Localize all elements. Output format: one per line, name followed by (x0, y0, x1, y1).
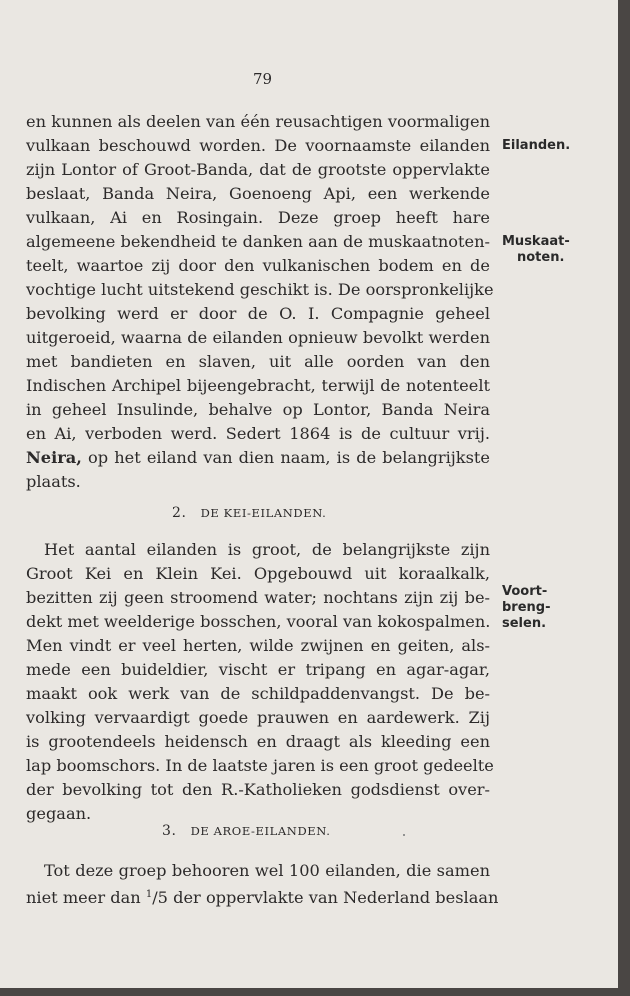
line-part: niet meer dan (26, 888, 146, 907)
text-line: teelt, waartoe zij door den vulkanischen bodem en de (26, 256, 490, 275)
text-line: algemeene bekendheid te danken aan de muskaatnoten- (26, 232, 490, 251)
margin-note-eilanden (502, 138, 570, 154)
heading-title: DE KEI-EILANDEN. (200, 506, 327, 520)
text-line: en Ai, verboden werd. Sedert 1864 is de cultuur vrij. (26, 424, 490, 443)
heading-title: DE AROE-EILANDEN. (190, 824, 331, 838)
text-line: volking vervaardigt goede prauwen en aardewerk. Zij (26, 708, 490, 727)
text-line: vulkaan, Ai en Rosingain. Deze groep heeft hare (26, 208, 490, 227)
text-line: plaats. (26, 472, 81, 491)
text-line: lap boomschors. In de laatste jaren is een groot gedeelte (26, 756, 494, 775)
text-line: in geheel Insulinde, behalve op Lontor, Banda Neira (26, 400, 490, 419)
section-heading-aroe (162, 823, 330, 839)
text-line-fraction (26, 885, 499, 908)
margin-note-text: Voort- (502, 584, 548, 599)
margin-note-text: selen. (502, 616, 547, 631)
text-line-neira (26, 448, 490, 468)
text-line: Het aantal eilanden is groot, de belangrijkste zijn (44, 540, 490, 559)
text-line: bezitten zij geen stroomend water; nochtans zijn zij be- (26, 588, 490, 607)
line-part: der oppervlakte van Nederland beslaan (167, 888, 499, 907)
margin-note-text: noten. (517, 250, 565, 265)
text-line: is grootendeels heidensch en draagt als kleeding een (26, 732, 490, 751)
text-line: vochtige lucht uitstekend geschikt is. De oorspronkelijke (26, 280, 494, 299)
text-line: beslaat, Banda Neira, Goenoeng Api, een werkende (26, 184, 490, 203)
text-line: bevolking werd er door de O. I. Compagnie geheel (26, 304, 490, 323)
text-line: gegaan. (26, 804, 92, 823)
text-line: Men vindt er veel herten, wilde zwijnen en geiten, als- (26, 636, 490, 655)
text-line: der bevolking tot den R.-Katholieken godsdienst over- (26, 780, 490, 799)
text-line: mede een buideldier, vischt er tripang en agar-agar, (26, 660, 490, 679)
print-speck (403, 834, 405, 836)
heading-number: 2. (172, 505, 187, 521)
text-line: vulkaan beschouwd worden. De voornaamste eilanden (26, 136, 490, 155)
fraction-slash: / (152, 888, 158, 907)
heading-number: 3. (162, 823, 177, 839)
neira-rest: op het eiland van dien naam, is de belangrijkste (81, 448, 490, 467)
text-line: Tot deze groep behooren wel 100 eilanden, die samen (44, 861, 490, 880)
margin-note-text: breng- (502, 600, 551, 615)
text-line: met bandieten en slaven, uit alle oorden van den (26, 352, 490, 371)
text-line: Indischen Archipel bijeengebracht, terwijl de notenteelt (26, 376, 490, 395)
text-line: dekt met weelderige bosschen, vooral van kokospalmen. (26, 612, 491, 631)
neira-bold: Neira, (26, 448, 82, 467)
text-line: uitgeroeid, waarna de eilanden opnieuw bevolkt werden (26, 328, 490, 347)
text-line: Groot Kei en Klein Kei. Opgebouwd uit koraalkalk, (26, 564, 490, 583)
page-number: 79 (253, 70, 273, 88)
fraction-numerator: 1 (145, 889, 153, 900)
fraction-denominator: 5 (157, 888, 168, 907)
text-line: en kunnen als deelen van één reusachtigen voormaligen (26, 112, 490, 131)
margin-note-text: Muskaat- (502, 234, 570, 249)
text-line: zijn Lontor of Groot-Banda, dat de grootste oppervlakte (26, 160, 490, 179)
margin-note-text: Eilanden. (502, 138, 571, 153)
margin-note-muskaatnoten (502, 234, 570, 266)
margin-note-voortbrengselen (502, 584, 551, 632)
text-line: maakt ook werk van de schildpaddenvangst. De be- (26, 684, 490, 703)
section-heading-kei (172, 505, 326, 521)
